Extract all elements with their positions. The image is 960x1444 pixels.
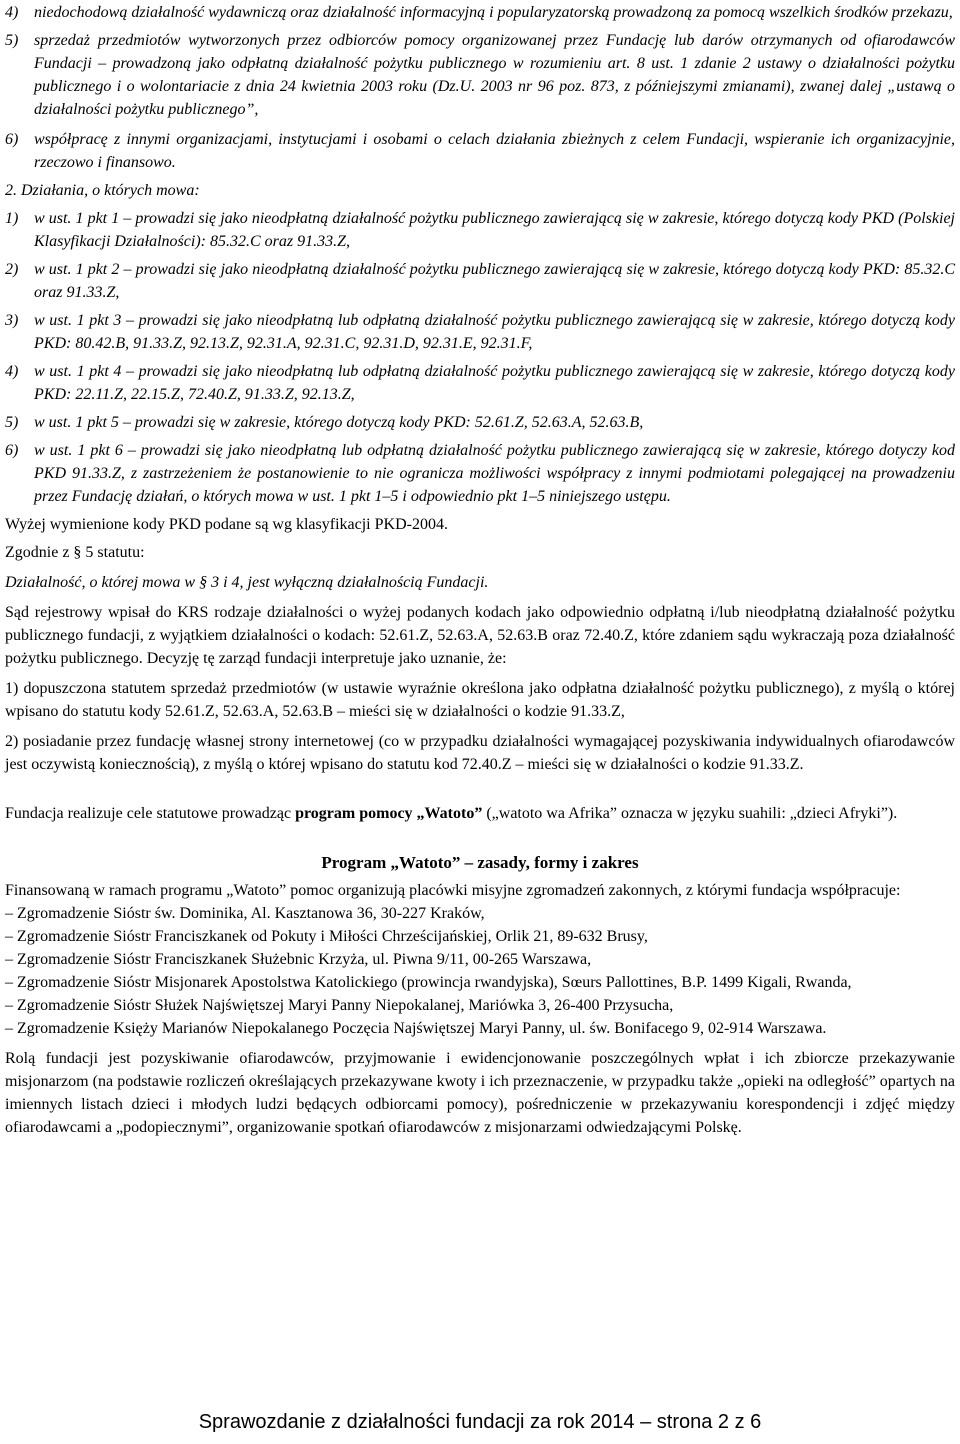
list-item: – Zgromadzenie Sióstr Franciszkanek Służebnic Krzyża, ul. Piwna 9/11, 00-265 Warszawa, [5, 951, 592, 968]
list-text: współpracę z innymi organizacjami, instytucjami i osobami o celach działania zbieżnych z celem Fundacji, wspieranie ich organizacyjnie, rzeczowo i finansowo. [34, 131, 955, 171]
krs-paragraph: Sąd rejestrowy wpisał do KRS rodzaje działalności o wyżej podanych kodach jako odpowiednio odpłatną i/lub nieodpłatną działalność pożytku publicznego fundacji, z wyjątkiem działalności o kodach: 52.61.Z, 52.63.A, 52.63.B oraz 72.40.Z, które zdaniem sądu wykraczają poza działalność pożytku publicznego. Decyzję tę zarząd fundacji interpretuje jako uznanie, że: [5, 604, 955, 667]
list-number: 5) [5, 32, 19, 49]
list-item: – Zgromadzenie Sióstr św. Dominika, Al. Kasztanowa 36, 30-227 Kraków, [5, 905, 485, 922]
list-number: 3) [5, 312, 19, 329]
program-heading: Program „Watoto” – zasady, formy i zakres [321, 853, 639, 872]
list-number: 5) [5, 414, 19, 431]
program-paragraph: Finansowaną w ramach programu „Watoto” pomoc organizują placówki misyjne zgromadzeń zakonnych, z którymi fundacja współpracuje: [5, 882, 901, 899]
role-paragraph: Rolą fundacji jest pozyskiwanie ofiarodawców, przyjmowanie i ewidencjonowanie poszczególnych wpłat i ich zbiorcze przekazywanie misjonarzom (na podstawie rozliczeń określających przekazywane kwoty i ich przeznaczenie, w przypadku także „opieki na odległość” opartych na imiennych listach dzieci i młodych ludzi będących odbiorcami pomocy), pośredniczenie w przekazywaniu korespondencji i zdjęć między ofiarodawcami a „podopiecznymi”, organizowanie spotkań ofiarodawców z misjonarzami odwiedzającymi Polskę. [5, 1050, 955, 1136]
statute-quote: Działalność, o której mowa w § 3 i 4, jest wyłączną działalnością Fundacji. [5, 574, 489, 591]
list-item [5, 128, 955, 174]
list-item [5, 411, 955, 434]
list-item [5, 309, 955, 355]
statute-reference: Zgodnie z § 5 statutu: [5, 544, 145, 561]
congregations-list [5, 902, 955, 1040]
list-text: sprzedaż przedmiotów wytworzonych przez odbiorców pomocy organizowanej przez Fundację lub darów otrzymanych od ofiarodawców Fundacji – prowadzoną jako odpłatną działalność pożytku publicznego w rozumieniu art. 8 ust. 1 zdanie 2 ustawy o działalności pożytku publicznego i o wolontariacie z dnia 24 kwietnia 2003 roku (Dz.U. 2003 nr 96 poz. 873, z późniejszymi zmianami), zwanej dalej „ustawą o działalności pożytku publicznego”, [34, 32, 955, 118]
pkd-activities-list [5, 207, 955, 508]
list-text: w ust. 1 pkt 2 – prowadzi się jako nieodpłatną działalność pożytku publicznego zawierającą się w zakresie, którego dotyczą kody PKD: 85.32.C oraz 91.33.Z, [34, 261, 955, 301]
program-intro-bold: program pomocy „Watoto” [295, 805, 483, 822]
list-item [5, 207, 955, 253]
list-item: – Zgromadzenie Sióstr Misjonarek Apostolstwa Katolickiego (prowincja rwandyjska), Sœurs Pallottines, B.P. 1499 Kigali, Rwanda, [5, 974, 852, 991]
list-number: 6) [5, 131, 19, 148]
list-text: w ust. 1 pkt 6 – prowadzi się jako nieodpłatną lub odpłatną działalność pożytku publicznego zawierającą się w zakresie, którego dotyczy kod PKD 91.33.Z, z zastrzeżeniem że postanowienie to nie ogranicza możliwości współpracy z innymi podmiotami polegającej na prowadzeniu przez Fundację działań, o których mowa w ust. 1 pkt 1–5 i odpowiednio pkt 1–5 niniejszego ustępu. [34, 442, 955, 505]
list-item [5, 1, 955, 24]
section-2-label: 2. Działania, o których mowa: [5, 182, 200, 199]
list-text: w ust. 1 pkt 4 – prowadzi się jako nieodpłatną lub odpłatną działalność pożytku publicznego zawierającą się w zakresie, którego dotyczą kody PKD: 22.11.Z, 22.15.Z, 72.40.Z, 91.33.Z, 92.13.Z, [34, 363, 955, 403]
list-number: 4) [5, 4, 19, 21]
list-number: 1) [5, 210, 19, 227]
list-text: w ust. 1 pkt 1 – prowadzi się jako nieodpłatną działalność pożytku publicznego zawierającą się w zakresie, którego dotyczą kody PKD (Polskiej Klasyfikacji Działalności): 85.32.C oraz 91.33.Z, [34, 210, 955, 250]
program-intro-after: („watoto wa Afrika” oznacza w języku suahili: „dzieci Afryki”). [482, 805, 898, 822]
list-item [5, 29, 955, 121]
list-text: w ust. 1 pkt 3 – prowadzi się jako nieodpłatną lub odpłatną działalność pożytku publicznego zawierającą się w zakresie, którego dotyczą kody PKD: 80.42.B, 91.33.Z, 92.13.Z, 92.31.A, 92.31.C, 92.31.D, 92.31.E, 92.31.F, [34, 312, 955, 352]
list-item: – Zgromadzenie Sióstr Franciszkanek od Pokuty i Miłości Chrześcijańskiej, Orlik 21, 89-632 Brusy, [5, 928, 648, 945]
pkd-note: Wyżej wymienione kody PKD podane są wg klasyfikacji PKD-2004. [5, 516, 448, 533]
list-item [5, 360, 955, 406]
list-number: 6) [5, 442, 19, 459]
program-intro-before: Fundacja realizuje cele statutowe prowadząc [5, 805, 296, 822]
list-item [5, 439, 955, 508]
krs-point-1: 1) dopuszczona statutem sprzedaż przedmiotów (w ustawie wyraźnie określona jako odpłatna działalność pożytku publicznego), z myślą o której wpisano do statutu kody 52.61.Z, 52.63.A, 52.63.B – mieści się w działalności o kodzie 91.33.Z, [5, 680, 955, 720]
list-text: niedochodową działalność wydawniczą oraz działalność informacyjną i popularyzatorską prowadzoną za pomocą wszelkich środków przekazu, [34, 4, 953, 21]
list-text: w ust. 1 pkt 5 – prowadzi się w zakresie, którego dotyczą kody PKD: 52.61.Z, 52.63.A, 52.63.B, [34, 414, 644, 431]
program-intro [5, 802, 955, 825]
document-page [5, 1, 955, 1139]
list-item [5, 258, 955, 304]
page-footer: Sprawozdanie z działalności fundacji za rok 2014 – strona 2 z 6 [198, 1411, 762, 1433]
list-number: 2) [5, 261, 19, 278]
list-item: – Zgromadzenie Księży Marianów Niepokalanego Poczęcia Najświętszej Maryi Panny, ul. św. Bonifacego 9, 02-914 Warszawa. [5, 1020, 827, 1037]
list-item: – Zgromadzenie Sióstr Służek Najświętszej Maryi Panny Niepokalanej, Mariówka 3, 26-400 Przysucha, [5, 997, 674, 1014]
list-number: 4) [5, 363, 19, 380]
statute-activities-list [5, 1, 955, 174]
krs-point-2: 2) posiadanie przez fundację własnej strony internetowej (co w przypadku działalności wymagającej pozyskiwania indywidualnych ofiarodawców jest oczywistą koniecznością), z myślą o której wpisano do statutu kod 72.40.Z – mieści się w działalności o kodzie 91.33.Z. [5, 733, 955, 773]
